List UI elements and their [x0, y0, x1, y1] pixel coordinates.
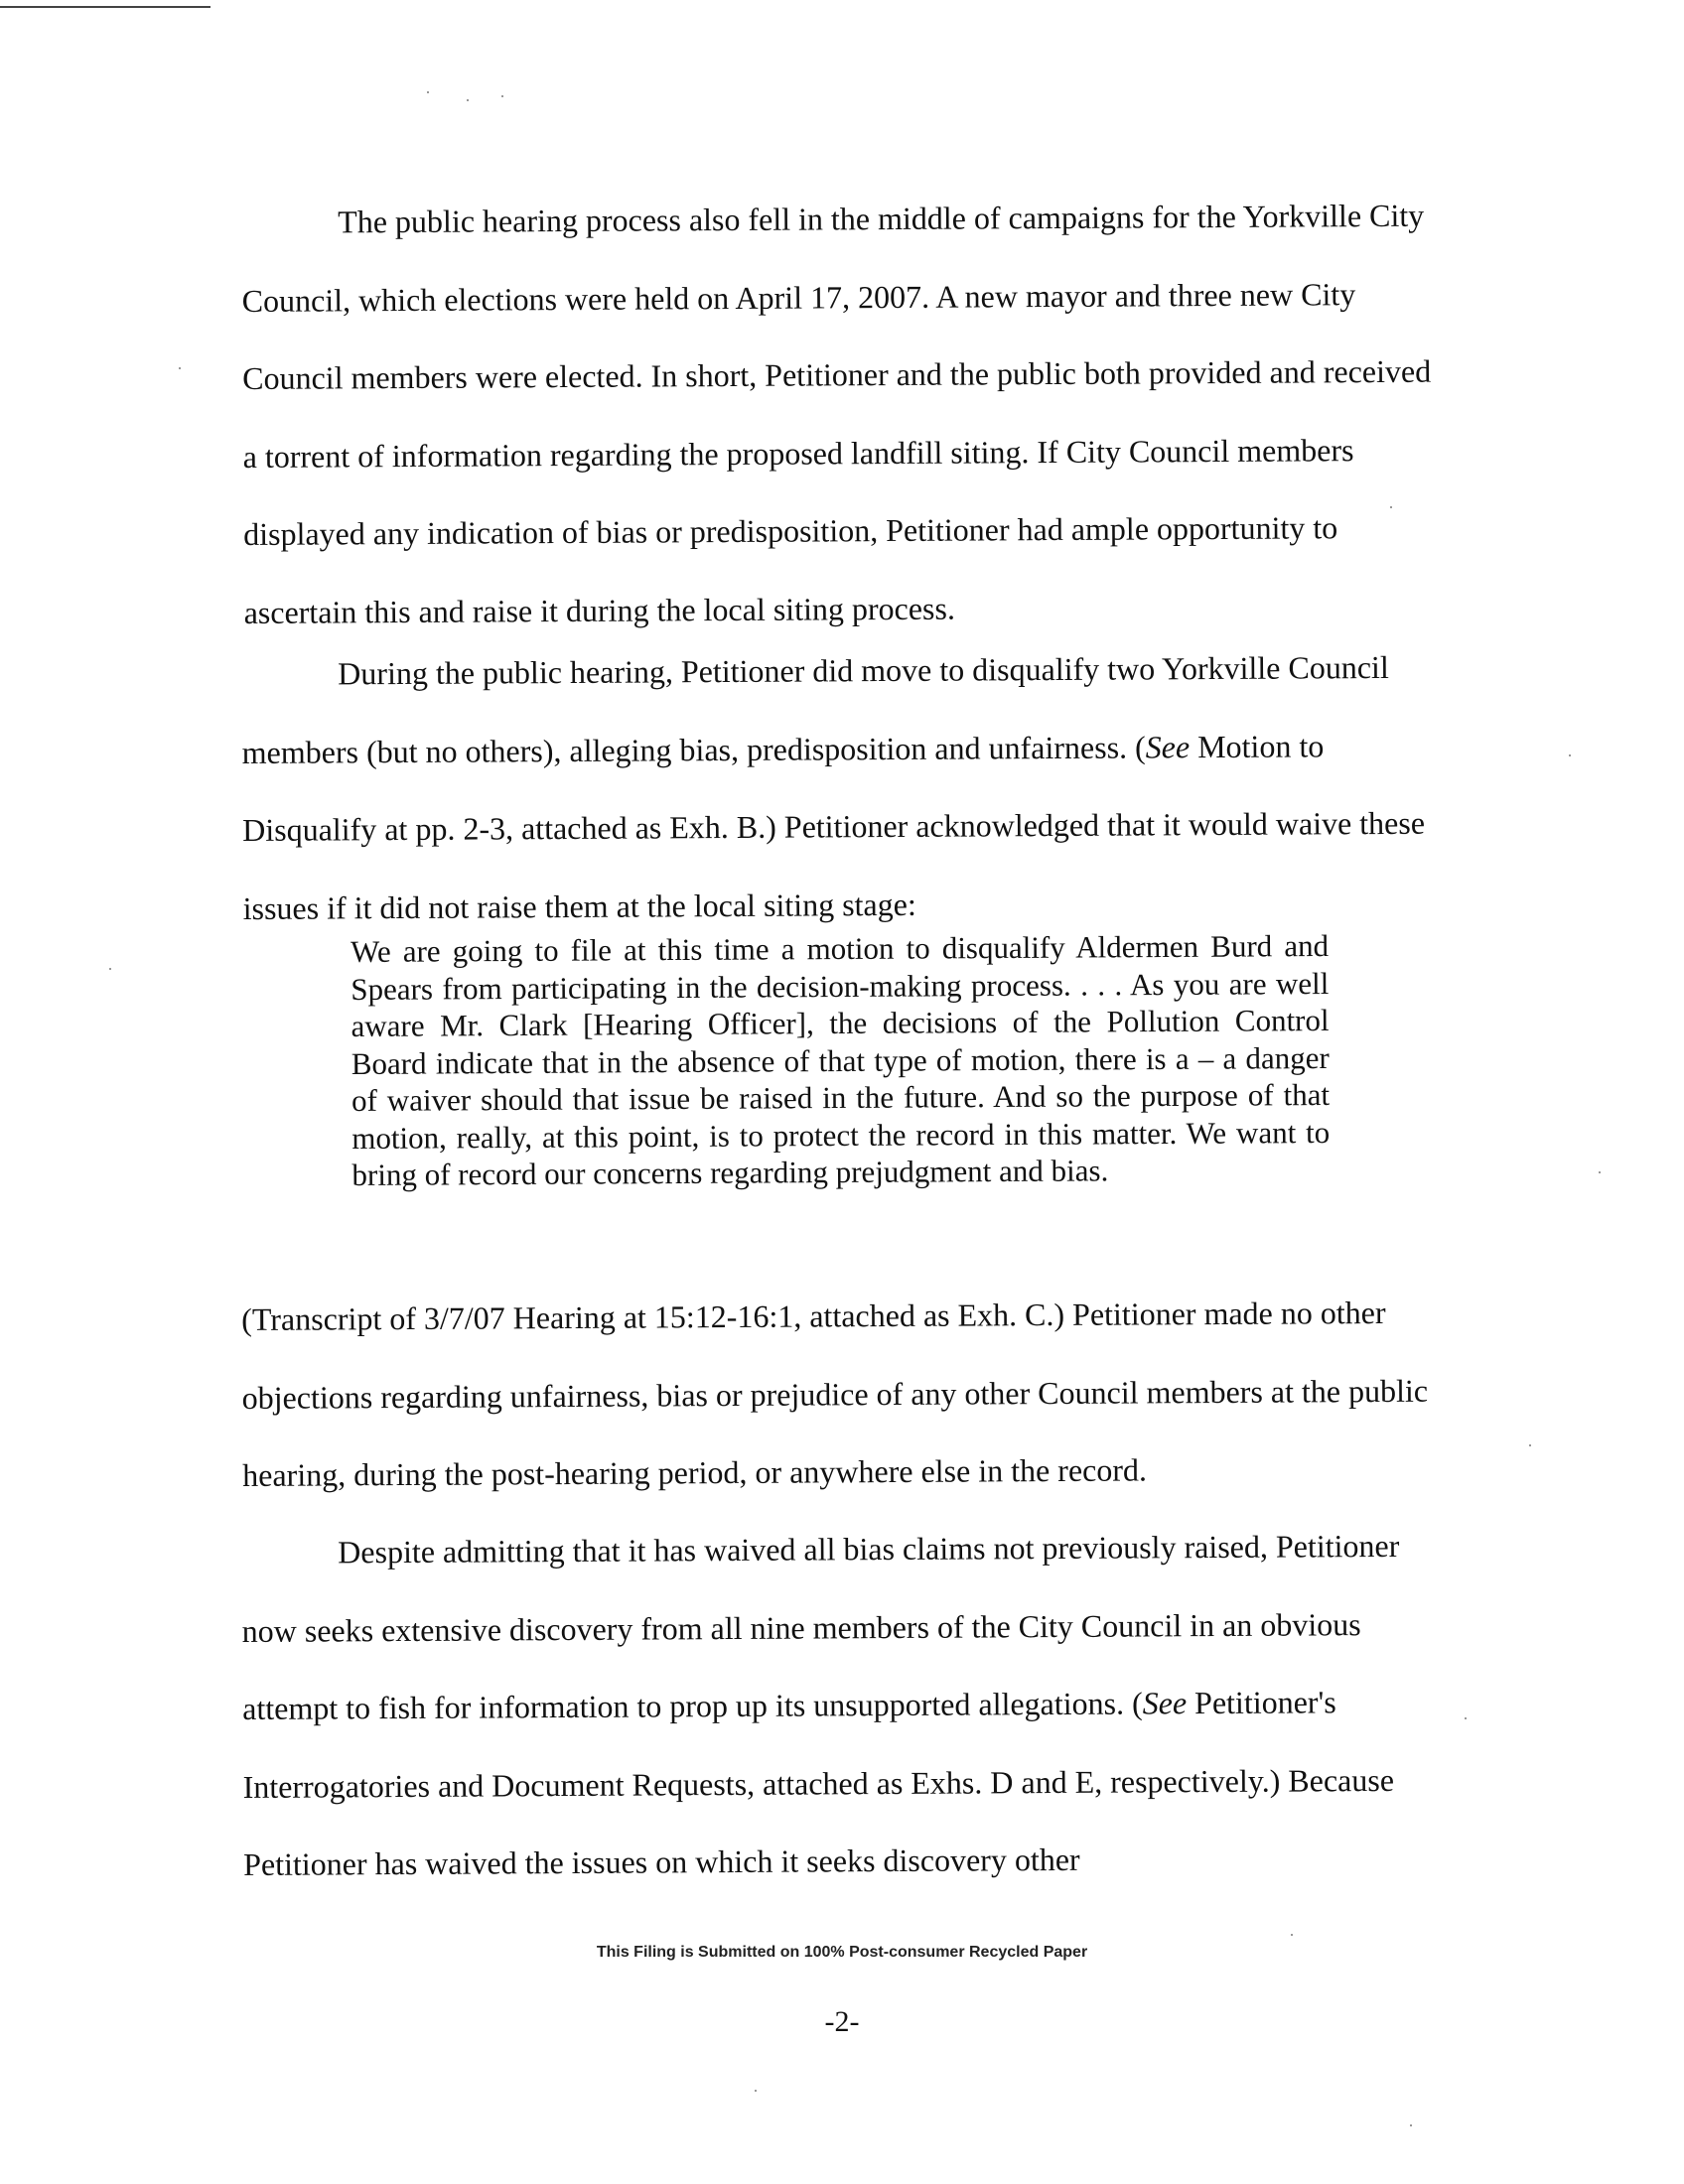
scan-speck [109, 968, 111, 970]
scan-speck [1390, 506, 1392, 508]
scan-speck [1569, 754, 1571, 756]
paragraph-campaigns [241, 177, 1436, 651]
scan-speck [1291, 1934, 1293, 1936]
citation-signal-see: See [1142, 1685, 1188, 1721]
paragraph-text [241, 628, 1435, 947]
paragraph-transcript-citation [241, 1274, 1434, 1515]
block-quote [351, 927, 1331, 1194]
scan-speck [755, 2090, 757, 2092]
scan-speck [1465, 1717, 1467, 1719]
citation-open: ( [1131, 1685, 1143, 1721]
recycled-paper-note: This Filing is Submitted on 100% Post-consumer Recycled Paper [596, 1944, 1088, 1961]
scan-speck [501, 95, 503, 97]
scan-speck [467, 99, 469, 101]
scan-speck [427, 91, 429, 93]
paragraph-text-part: Petitioner's Interrogatories and Document Requests, attached as Exhs. D and E, respectively.) Because Petitioner has waived the issues on which it seeks discovery other [242, 1684, 1395, 1882]
citation-open: ( [1134, 728, 1146, 765]
page-number: -2- [824, 2005, 860, 2038]
paragraph-discovery [241, 1507, 1435, 1904]
block-quote-text: We are going to file at this time a motion to disqualify Aldermen Burd and Spears from participating in the decision-making process. . . . As you are well aware Mr. Clark [Hearing Officer], the decisions of the Pollution Control Board indicate that in the absence of that type of motion, there is a – a danger of waiver should that issue be raised in the future. And so the purpose of that motion, really, at this point, is to protect the record in this matter. We want to bring of record our concerns regarding prejudgment and bias. [351, 927, 1331, 1192]
citation-signal-see: See [1145, 728, 1191, 764]
scan-speck [1529, 1444, 1531, 1446]
paragraph-text: (Transcript of 3/7/07 Hearing at 15:12-16:1, attached as Exh. C.) Petitioner made no other objections regarding unfairness, bias or prejudice of any other Council members at the public hearing, during the post-hearing period, or anywhere else in the record. [241, 1294, 1429, 1493]
paragraph-motion-to-disqualify [241, 628, 1435, 947]
paragraph-text-part: During the public hearing, Petitioner did move to disqualify two Yorkville Council members (but no others), alleging bias, predisposition and unfairness. [241, 648, 1389, 770]
paragraph-text-part: Despite admitting that it has waived all bias claims not previously raised, Petitioner now seeks extensive discovery from all nine members of the City Council in an obvious attempt to fish for information to prop up its unsupported allegations. [241, 1527, 1400, 1726]
scan-speck [1410, 2124, 1412, 2126]
paragraph-text-part: Motion to Disqualify at pp. 2-3, attached as Exh. B.) Petitioner acknowledged that it would waive these issues if it did not raise them at the local siting stage: [242, 727, 1426, 926]
paragraph-text: The public hearing process also fell in the middle of campaigns for the Yorkville City Council, which elections were held on April 17, 2007. A new mayor and three new City Council members were elected. In short, Petitioner and the public both provided and received a torrent of information regarding the proposed landfill siting. If City Council members displayed any indication of bias or predisposition, Petitioner had ample opportunity to ascertain this and raise it during the local siting process. [241, 197, 1432, 630]
header-rule [0, 6, 210, 8]
paragraph-text [241, 1507, 1435, 1904]
scan-speck [179, 367, 181, 369]
scan-speck [1599, 1171, 1601, 1173]
